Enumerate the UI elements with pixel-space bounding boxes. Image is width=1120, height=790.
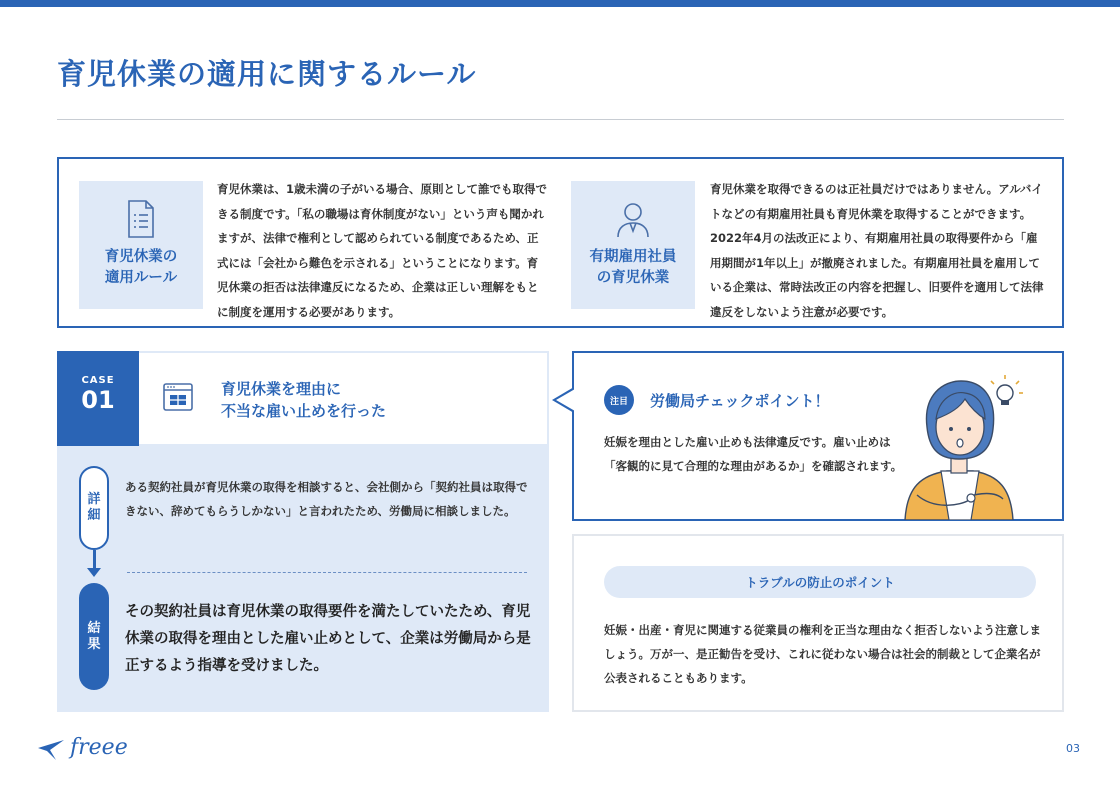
prevention-box (572, 534, 1064, 712)
calendar-window-icon (162, 381, 194, 413)
bird-logo-icon (36, 732, 66, 762)
attention-badge: 注目 (604, 385, 634, 415)
person-illustration-icon (899, 367, 1049, 520)
rules-left-text: 育児休業は、1歳未満の子がいる場合、原則として誰でも取得できる制度です。「私の職場は育休制度がない」という声も聞かれますが、法律で権利として認められている制度であるため、正式には「会社から難色を示される」ということになります。育児休業の拒否は法律違反になるため、企業は正しい理解をもとに制度を運用する必要があります。 (217, 182, 547, 319)
rules-overview-box (57, 157, 1064, 328)
case-card (57, 351, 549, 712)
prevention-text: 妊娠・出産・育児に関連する従業員の権利を正当な理由なく拒否しないよう注意しましょう。万が一、是正勧告を受け、これに従わない場合は社会的制裁として企業名が公表されることもあります。 (604, 623, 1041, 685)
rules-right-label: 有期雇用社員 の育児休業 (589, 249, 677, 286)
prevention-title: トラブルの防止のポイント (604, 566, 1036, 598)
title-divider (57, 119, 1064, 120)
result-pill (79, 583, 109, 690)
flow-arrow-head-icon (87, 568, 101, 577)
flow-arrow-line (93, 550, 96, 570)
case-label: CASE (81, 375, 115, 386)
case-header (57, 351, 549, 444)
detail-text: ある契約社員が育児休業の取得を相談すると、会社側から「契約社員は取得できない、辞めてもらうしかない」と言われたため、労働局に相談しました。 (125, 480, 528, 518)
rules-right-tile (571, 181, 695, 309)
checkpoint-title: 労働局チェックポイント！ (650, 392, 830, 410)
lightbulb-icon (991, 375, 1023, 405)
document-list-icon (126, 199, 156, 239)
detail-label: 詳細 (87, 492, 101, 523)
detail-pill (79, 466, 109, 550)
page-title: 育児休業の適用に関するルール (57, 57, 477, 91)
freee-logo (36, 732, 128, 762)
page-number: 03 (1066, 742, 1080, 755)
rules-right-text: 育児休業を取得できるのは正社員だけではありません。アルバイトなどの有期雇用社員も育児休業を取得することができます。2022年4月の法改正により、有期雇用社員の取得要件から「雇用期間が1年以上」が撤廃されました。有期雇用社員を雇用している企業は、常時法改正の内容を把握し、旧要件を適用して法律違反をしないよう注意が必要です。 (710, 182, 1044, 319)
result-text: その契約社員は育児休業の取得要件を満たしていたため、育児休業の取得を理由とした雇い止めとして、企業は労働局から是正するよう指導を受けました。 (125, 604, 531, 674)
result-label: 結果 (87, 620, 101, 652)
dotted-divider (127, 572, 527, 573)
labor-bureau-checkpoint-box (572, 351, 1064, 521)
case-badge (57, 351, 139, 446)
employee-icon (613, 199, 653, 239)
rules-left-label: 育児休業の 適用ルール (104, 249, 178, 286)
top-accent-bar (0, 0, 1120, 7)
checkpoint-text: 妊娠を理由とした雇い止めも法律違反です。雇い止めは「客観的に見て合理的な理由があるか」を確認されます。 (604, 435, 903, 473)
case-title: 育児休業を理由に 不当な雇い止めを行った (221, 380, 387, 420)
rules-left-tile (79, 181, 203, 309)
logo-wordmark: freee (70, 734, 128, 760)
case-number: 01 (81, 386, 115, 414)
